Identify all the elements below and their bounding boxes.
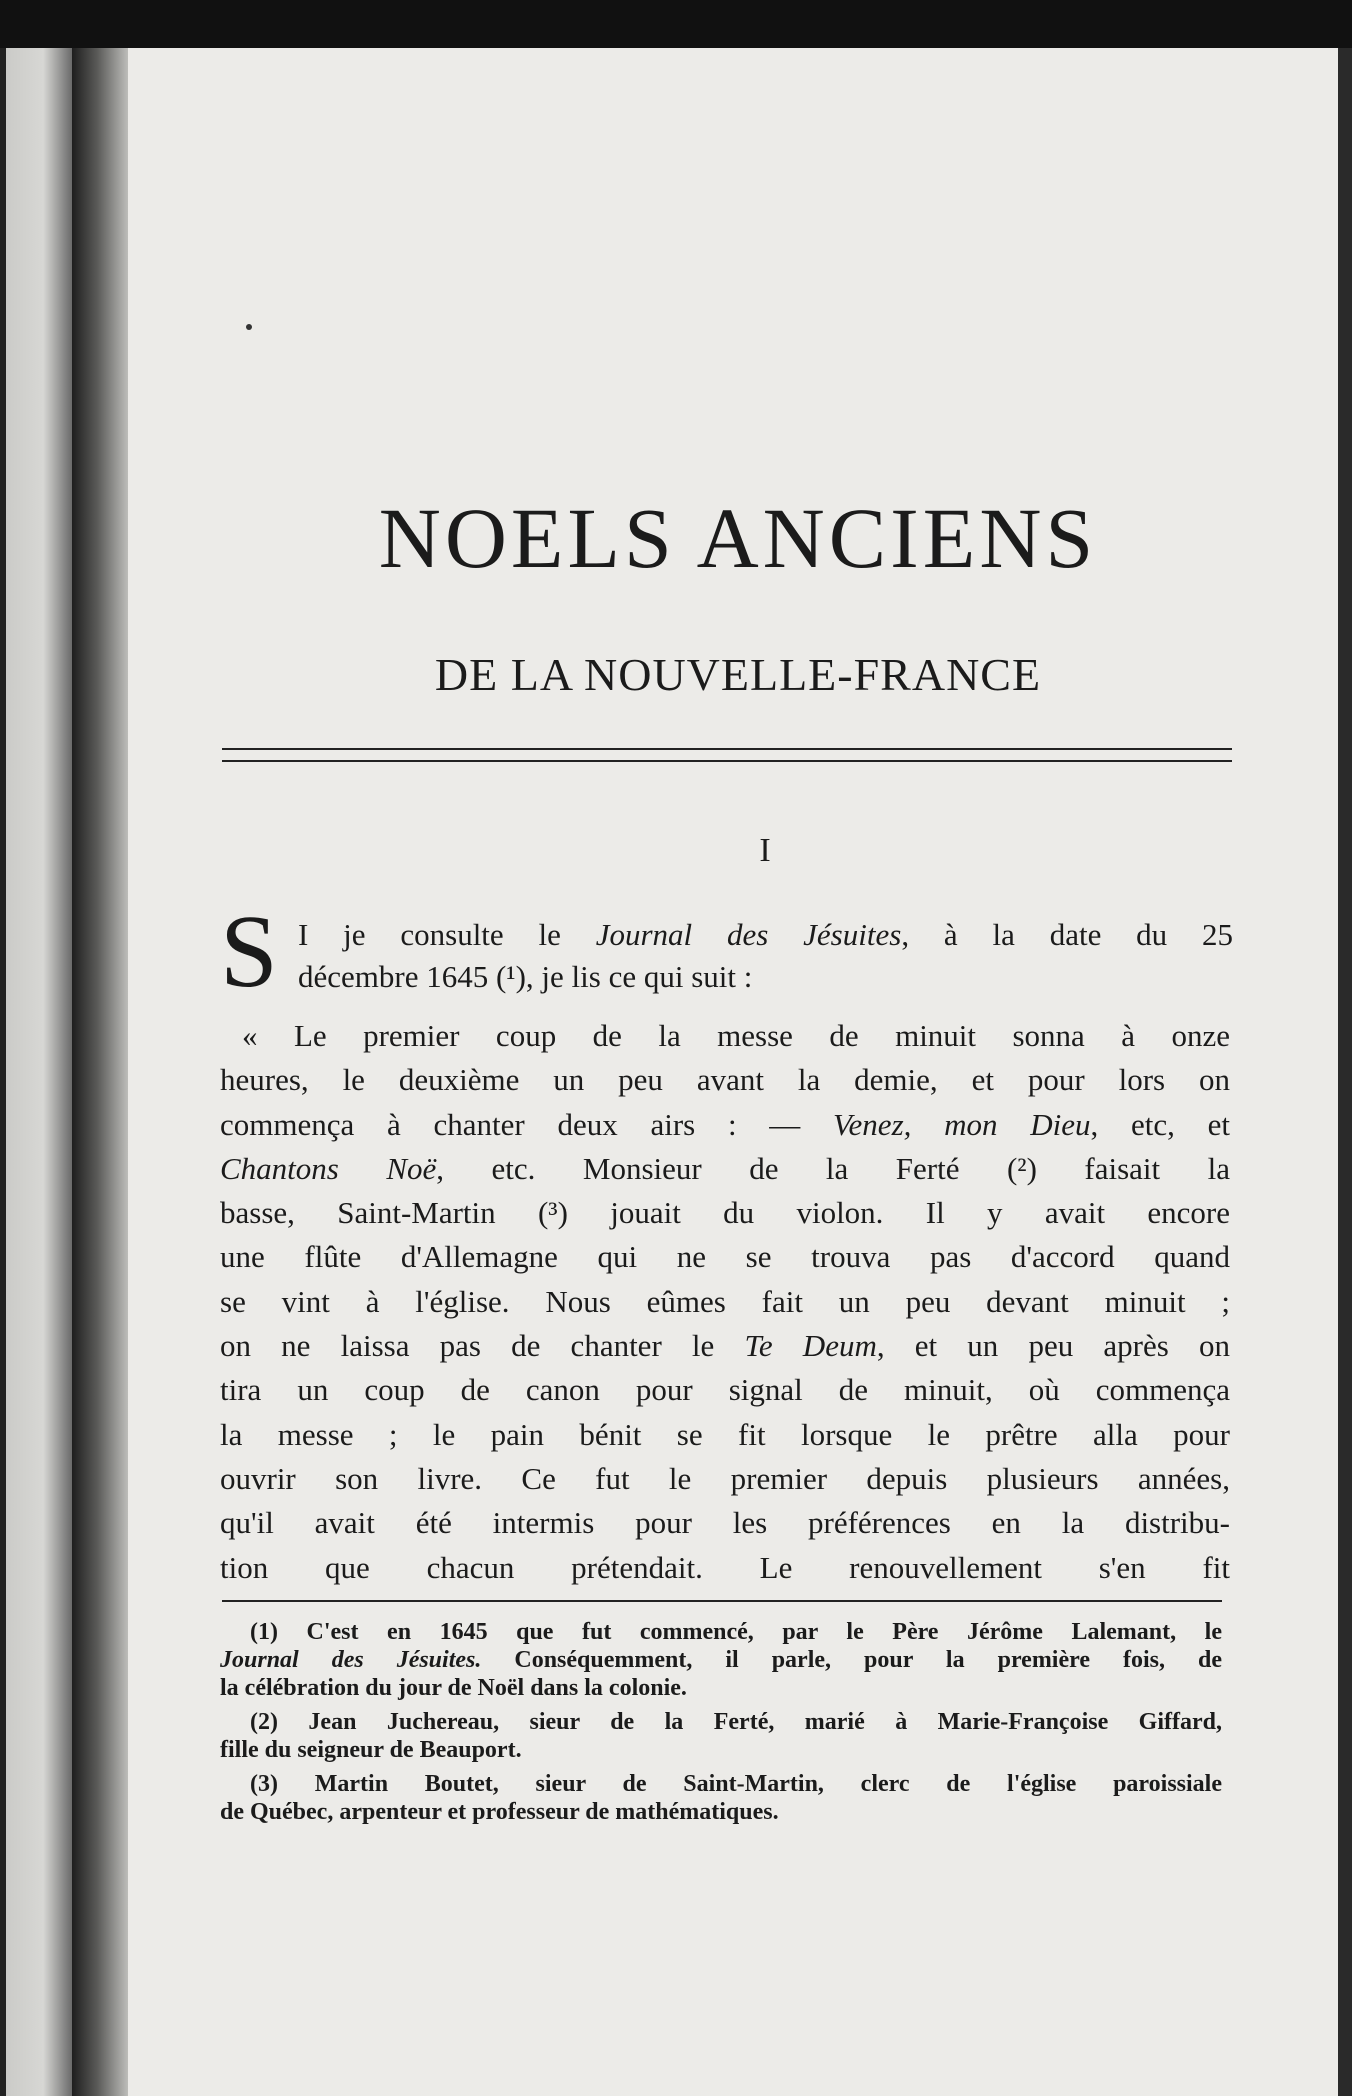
quotation-block <box>220 1014 1230 1590</box>
text-line: Chantons Noë, etc. Monsieur de la Ferté (²) faisait la <box>220 1150 1230 1186</box>
text-line: la messe ; le pain bénit se fit lorsque le prêtre alla pour <box>220 1416 1230 1452</box>
text-line: qu'il avait été intermis pour les préférences en la distribu- <box>220 1505 1230 1541</box>
footnote-1 <box>220 1618 1222 1702</box>
facing-page-edge <box>0 48 72 2096</box>
text-line: ouvrir son livre. Ce fut le premier depuis plusieurs années, <box>220 1460 1230 1496</box>
page-title: NOELS ANCIENS <box>378 490 1098 586</box>
text-line: décembre 1645 (¹), je lis ce qui suit : <box>298 959 753 994</box>
book-gutter <box>72 48 128 2096</box>
text-line: heures, le deuxième un peu avant la demie, et pour lors on <box>220 1062 1230 1098</box>
footnote-line: (2) Jean Juchereau, sieur de la Ferté, marié à Marie-Françoise Giffard, <box>250 1709 1222 1735</box>
title-rule-bottom <box>222 760 1232 762</box>
drop-cap: S <box>220 894 278 1009</box>
ink-speck <box>246 324 252 330</box>
facing-page-shadow <box>0 48 6 2096</box>
hymn-title: Te Deum <box>744 1328 877 1364</box>
section-number: I <box>759 832 771 869</box>
footnote-line: fille du seigneur de Beauport. <box>220 1737 522 1763</box>
footnote-separator <box>222 1600 1222 1602</box>
footnote-line: la célébration du jour de Noël dans la colonie. <box>220 1675 687 1701</box>
journal-title: Journal des Jésuites <box>595 917 902 952</box>
text-line: une flûte d'Allemagne qui ne se trouva pas d'accord quand <box>220 1239 1230 1275</box>
text-line: tira un coup de canon pour signal de minuit, où commença <box>220 1372 1230 1408</box>
footnotes <box>220 1618 1222 1832</box>
hymn-title: Venez, mon Dieu <box>833 1106 1091 1142</box>
scan-right-border <box>1338 48 1352 2096</box>
scan-top-border <box>0 0 1352 48</box>
book-page <box>128 48 1338 2096</box>
page-subtitle: DE LA NOUVELLE-FRANCE <box>434 649 1042 700</box>
footnote-3 <box>220 1770 1222 1826</box>
hymn-title: Chantons Noë <box>220 1150 437 1186</box>
footnote-2 <box>220 1708 1222 1764</box>
text-line: I je consulte le Journal des Jésuites, à la date du 25 <box>298 917 1234 952</box>
text-line: « Le premier coup de la messe de minuit sonna à onze <box>242 1018 1230 1053</box>
footnote-line: Journal des Jésuites. Conséquemment, il parle, pour la première fois, de <box>220 1647 1222 1673</box>
intro-paragraph <box>298 914 1233 998</box>
footnote-line: de Québec, arpenteur et professeur de mathématiques. <box>220 1799 779 1825</box>
title-rule-top <box>222 748 1232 750</box>
text-line: basse, Saint-Martin (³) jouait du violon. Il y avait encore <box>220 1195 1230 1231</box>
footnote-line: (1) C'est en 1645 que fut commencé, par le Père Jérôme Lalemant, le <box>250 1619 1222 1645</box>
text-line: tion que chacun prétendait. Le renouvellement s'en fit <box>220 1549 1230 1585</box>
text-line: commença à chanter deux airs : — Venez, mon Dieu, etc, et <box>220 1106 1230 1142</box>
text-line: on ne laissa pas de chanter le Te Deum, et un peu après on <box>220 1328 1230 1364</box>
footnote-line: (3) Martin Boutet, sieur de Saint-Martin, clerc de l'église paroissiale <box>250 1771 1222 1797</box>
text-line: se vint à l'église. Nous eûmes fait un peu devant minuit ; <box>220 1283 1230 1319</box>
